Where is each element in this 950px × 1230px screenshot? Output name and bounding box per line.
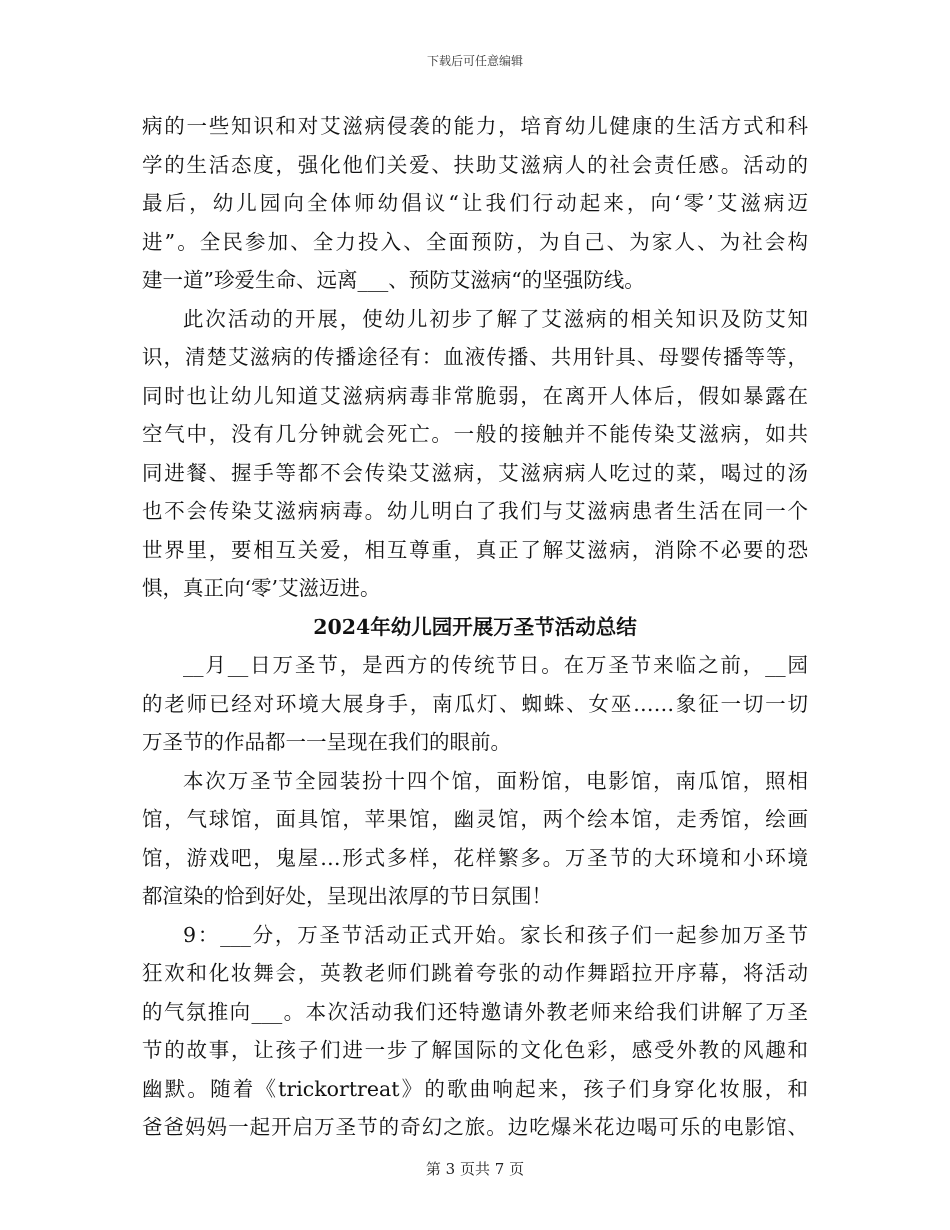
page-footer: 第 3 页共 7 页: [425, 1160, 525, 1178]
text-line: 的老师已经对环境大展身手，南瓜灯、蜘蛛、女巫……象征一切一切: [142, 691, 808, 716]
text-line: 的气氛推向___。本次活动我们还特邀请外教老师来给我们讲解了万圣: [142, 999, 808, 1024]
paragraph-halloween-start: [142, 916, 808, 1147]
text-line: 幽默。随着《trickortreat》的歌曲响起来，孩子们身穿化妆服，和: [142, 1076, 808, 1101]
text-line: 此次活动的开展，使幼儿初步了解了艾滋病的相关知识及防艾知: [183, 306, 808, 331]
paragraph-aids-prevention-end: [142, 107, 808, 300]
text-line: 识，清楚艾滋病的传播途径有：血液传播、共用针具、母婴传播等等，: [142, 345, 808, 369]
text-line: __月__日万圣节，是西方的传统节日。在万圣节来临之前，__园: [183, 653, 808, 677]
text-line: 馆，游戏吧，鬼屋…形式多样，花样繁多。万圣节的大环境和小环境: [142, 845, 808, 870]
text-line: 9：___分，万圣节活动正式开始。家长和孩子们一起参加万圣节: [183, 922, 808, 947]
text-line: 学的生活态度，强化他们关爱、扶助艾滋病人的社会责任感。活动的: [142, 152, 808, 177]
section-title: 2024年幼儿园开展万圣节活动总结: [313, 614, 637, 639]
text-line: 病的一些知识和对艾滋病侵袭的能力，培育幼儿健康的生活方式和科: [142, 114, 808, 138]
paragraph-activity-outcome: [142, 300, 808, 608]
text-line: 狂欢和化妆舞会，英教老师们跳着夸张的动作舞蹈拉开序幕，将活动: [142, 961, 808, 985]
paragraph-halloween-venues: [142, 762, 808, 916]
text-line: 也不会传染艾滋病病毒。幼儿明白了我们与艾滋病患者生活在同一个: [142, 499, 808, 523]
text-line: 建一道”珍爱生命、远离___、预防艾滋病“的坚强防线。: [142, 268, 645, 292]
text-line: 都渲染的恰到好处，呈现出浓厚的节日氛围！: [142, 884, 552, 908]
text-line: 进”。全民参加、全力投入、全面预防，为自己、为家人、为社会构: [142, 229, 808, 254]
text-line: 惧，真正向‘零’艾滋迈进。: [142, 576, 381, 600]
text-line: 世界里，要相互关爱，相互尊重，真正了解艾滋病，消除不必要的恐: [142, 537, 808, 562]
text-line: 本次万圣节全园装扮十四个馆，面粉馆，电影馆，南瓜馆，照相: [183, 768, 808, 793]
document-body: [142, 107, 808, 1147]
text-line: 节的故事，让孩子们进一步了解国际的文化色彩，感受外教的风趣和: [142, 1038, 808, 1062]
text-line: 万圣节的作品都一一呈现在我们的眼前。: [142, 730, 511, 754]
text-line: 最后，幼儿园向全体师幼倡议“让我们行动起来，向‘零’艾滋病迈: [142, 191, 808, 215]
text-line: 馆，气球馆，面具馆，苹果馆，幽灵馆，两个绘本馆，走秀馆，绘画: [142, 807, 808, 831]
text-line: 空气中，没有几分钟就会死亡。一般的接触并不能传染艾滋病，如共: [142, 422, 808, 446]
text-line: 同进餐、握手等都不会传染艾滋病，艾滋病病人吃过的菜，喝过的汤: [142, 460, 808, 485]
text-line: 爸爸妈妈一起开启万圣节的奇幻之旅。边吃爆米花边喝可乐的电影馆、: [142, 1115, 808, 1139]
paragraph-halloween-intro: [142, 646, 808, 762]
page-header: 下载后可任意编辑: [426, 54, 523, 68]
text-line: 同时也让幼儿知道艾滋病病毒非常脆弱，在离开人体后，假如暴露在: [142, 383, 808, 408]
